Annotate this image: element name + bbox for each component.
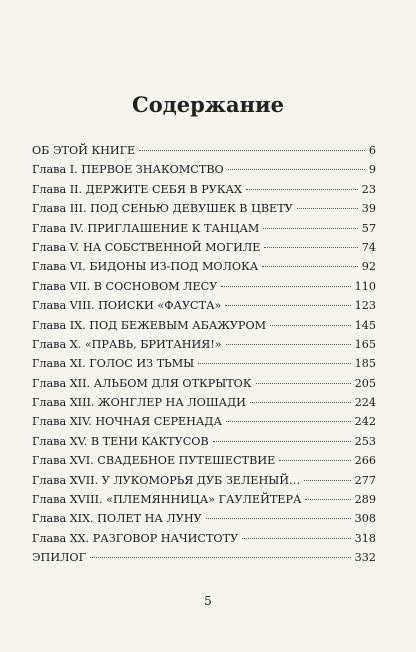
toc-entry xyxy=(32,238,376,257)
dot-leader xyxy=(228,169,365,170)
toc-entry-page: 145 xyxy=(354,318,376,332)
dot-leader xyxy=(139,150,365,151)
toc-entry xyxy=(32,180,376,199)
toc-entry xyxy=(32,471,376,490)
toc-entry xyxy=(32,219,376,238)
toc-entry-title: Глава II. ДЕРЖИТЕ СЕБЯ В РУКАХ xyxy=(32,182,242,196)
toc-entry-page: 332 xyxy=(354,551,376,565)
toc-entry-page: 289 xyxy=(354,493,376,507)
toc-entry-title: Глава XVIII. «ПЛЕМЯННИЦА» ГАУЛЕЙТЕРА xyxy=(32,493,302,507)
toc-entry-page: 92 xyxy=(361,260,376,274)
toc-entry-page: 224 xyxy=(354,396,376,410)
toc-entry-title: Глава XVI. СВАДЕБНОЕ ПУТЕШЕСТВИЕ xyxy=(32,454,276,468)
toc-entry-title: ОБ ЭТОЙ КНИГЕ xyxy=(32,144,136,157)
toc-entry-page: 9 xyxy=(368,163,376,177)
toc-entry xyxy=(32,316,376,335)
table-of-contents xyxy=(32,141,376,568)
toc-entry-page: 266 xyxy=(354,454,376,468)
dot-leader xyxy=(206,518,351,519)
toc-entry-title: Глава III. ПОД СЕНЬЮ ДЕВУШЕК В ЦВЕТУ xyxy=(32,202,293,216)
toc-entry-title: Глава X. «ПРАВЬ, БРИТАНИЯ!» xyxy=(32,337,222,351)
toc-entry-page: 123 xyxy=(354,299,376,313)
dot-leader xyxy=(297,208,358,209)
toc-entry xyxy=(32,490,376,509)
toc-entry xyxy=(32,141,376,160)
toc-entry xyxy=(32,257,376,276)
dot-leader xyxy=(279,460,350,461)
dot-leader xyxy=(305,499,350,500)
toc-entry-title: Глава XIII. ЖОНГЛЕР НА ЛОШАДИ xyxy=(32,396,246,410)
toc-entry-page: 318 xyxy=(354,531,376,545)
toc-entry-page: 242 xyxy=(354,415,376,429)
toc-entry-title: Глава XX. РАЗГОВОР НАЧИСТОТУ xyxy=(32,531,239,545)
toc-entry-page: 23 xyxy=(361,182,376,196)
dot-leader xyxy=(246,189,358,190)
toc-entry-page: 165 xyxy=(354,337,376,351)
toc-entry xyxy=(32,160,376,179)
page-number: 5 xyxy=(204,594,212,608)
toc-entry-title: Глава XIV. НОЧНАЯ СЕРЕНАДА xyxy=(32,415,222,429)
toc-entry-page: 39 xyxy=(361,202,376,216)
dot-leader xyxy=(221,286,350,287)
toc-entry-title: Глава IX. ПОД БЕЖЕВЫМ АБАЖУРОМ xyxy=(32,318,267,332)
toc-entry-page: 253 xyxy=(354,434,376,448)
toc-entry-title: Глава XIX. ПОЛЕТ НА ЛУНУ xyxy=(32,512,202,526)
dot-leader xyxy=(256,383,351,384)
toc-entry-title: Глава VII. В СОСНОВОМ ЛЕСУ xyxy=(32,279,218,293)
toc-entry-page: 185 xyxy=(354,357,376,371)
dot-leader xyxy=(264,247,357,248)
toc-entry xyxy=(32,335,376,354)
toc-entry-title: Глава XVII. У ЛУКОМОРЬЯ ДУБ ЗЕЛЕНЫЙ… xyxy=(32,473,301,487)
dot-leader xyxy=(250,402,351,403)
toc-entry xyxy=(32,529,376,548)
toc-entry-page: 6 xyxy=(368,144,376,157)
toc-entry xyxy=(32,199,376,218)
toc-entry xyxy=(32,548,376,567)
toc-entry-title: Глава XII. АЛЬБОМ ДЛЯ ОТКРЫТОК xyxy=(32,376,252,390)
toc-entry xyxy=(32,412,376,431)
toc-entry xyxy=(32,296,376,315)
toc-entry-page: 308 xyxy=(354,512,376,526)
toc-entry-title: Глава XI. ГОЛОС ИЗ ТЬМЫ xyxy=(32,357,195,371)
dot-leader xyxy=(226,344,351,345)
toc-entry-title: ЭПИЛОГ xyxy=(32,551,86,565)
toc-entry-page: 57 xyxy=(361,221,376,235)
toc-entry-title: Глава VI. БИДОНЫ ИЗ-ПОД МОЛОКА xyxy=(32,260,259,274)
toc-entry-page: 110 xyxy=(354,279,376,293)
toc-entry xyxy=(32,451,376,470)
dot-leader xyxy=(198,363,350,364)
toc-entry-title: Глава I. ПЕРВОЕ ЗНАКОМСТВО xyxy=(32,163,224,177)
toc-entry-title: Глава V. НА СОБСТВЕННОЙ МОГИЛЕ xyxy=(32,240,261,254)
toc-entry xyxy=(32,354,376,373)
dot-leader xyxy=(262,266,358,267)
toc-entry-title: Глава XV. В ТЕНИ КАКТУСОВ xyxy=(32,434,209,448)
dot-leader xyxy=(226,421,351,422)
toc-entry-page: 205 xyxy=(354,376,376,390)
page-title: Содержание xyxy=(132,92,284,117)
dot-leader xyxy=(270,325,351,326)
dot-leader xyxy=(263,228,357,229)
dot-leader xyxy=(304,480,350,481)
toc-entry xyxy=(32,374,376,393)
toc-entry xyxy=(32,393,376,412)
dot-leader xyxy=(225,305,350,306)
toc-entry xyxy=(32,432,376,451)
dot-leader xyxy=(213,441,351,442)
toc-entry-page: 277 xyxy=(354,473,376,487)
toc-entry xyxy=(32,509,376,528)
dot-leader xyxy=(242,538,350,539)
toc-entry-page: 74 xyxy=(361,240,376,254)
toc-entry-title: Глава VIII. ПОИСКИ «ФАУСТА» xyxy=(32,299,222,313)
dot-leader xyxy=(90,557,351,558)
toc-entry-title: Глава IV. ПРИГЛАШЕНИЕ К ТАНЦАМ xyxy=(32,221,260,235)
toc-entry xyxy=(32,277,376,296)
